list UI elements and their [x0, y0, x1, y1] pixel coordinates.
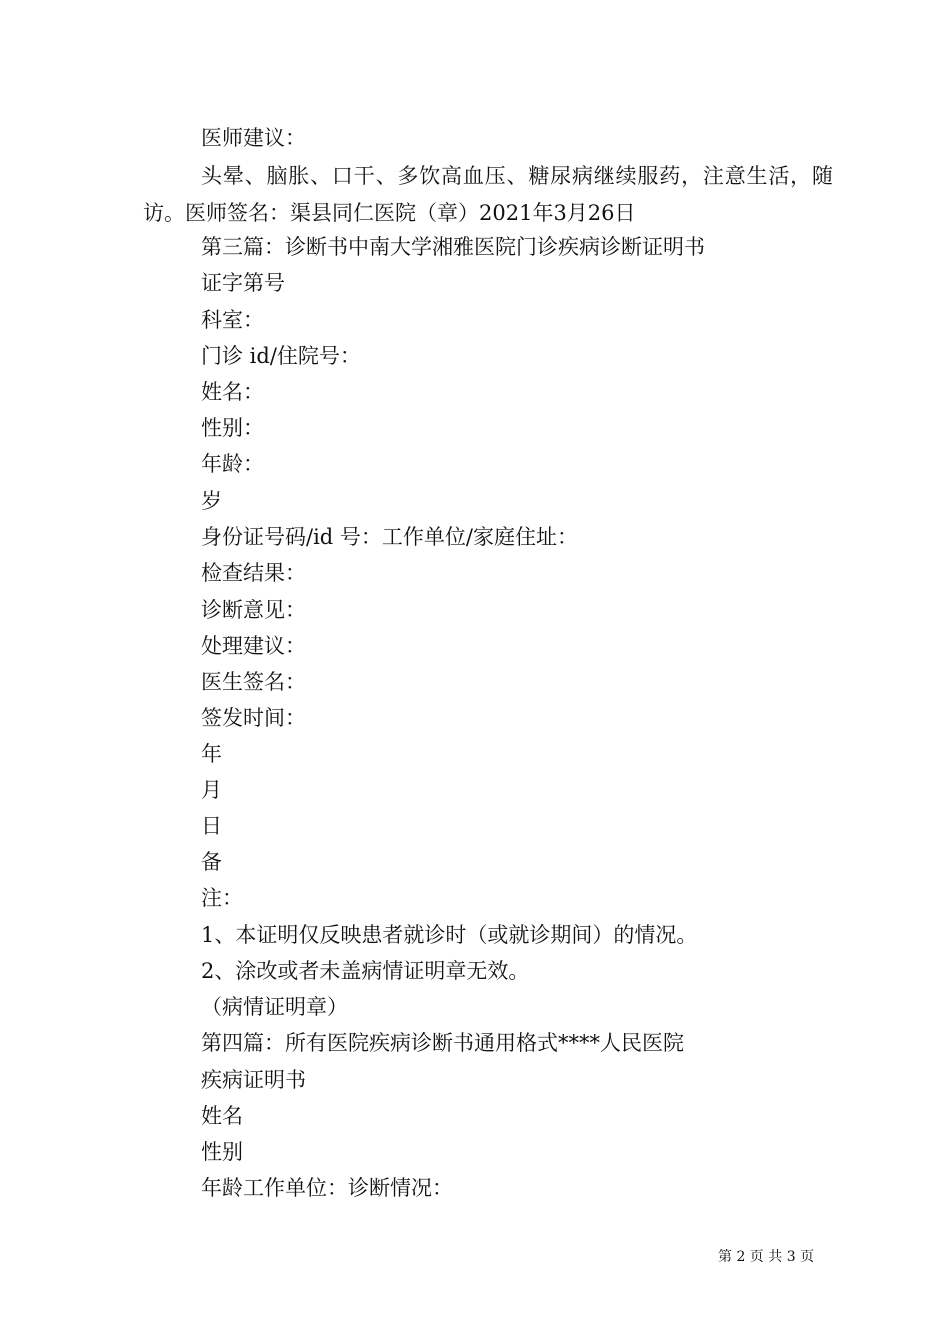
advice-paragraph: 头晕、脑胀、口干、多饮高血压、糖尿病继续服药，注意生活，随访。医师签名：渠县同仁医院（章）2021年3月26日	[143, 164, 833, 225]
name-field-line: 姓名	[201, 1104, 243, 1128]
remark-line-2: 注：	[201, 886, 243, 910]
gender-line: 性别：	[201, 416, 264, 440]
certificate-number-line: 证字第号	[201, 271, 285, 295]
department-line: 科室：	[201, 308, 264, 332]
note-1: 1、本证明仅反映患者就诊时（或就诊期间）的情况。	[201, 923, 698, 947]
advice-paragraph-block	[143, 158, 833, 232]
remark-line-1: 备	[201, 850, 222, 874]
outpatient-id-line: 门诊 id/住院号：	[201, 344, 361, 368]
name-line: 姓名：	[201, 380, 264, 404]
diagnosis-opinion-line: 诊断意见：	[201, 598, 306, 622]
age-work-diagnosis-line: 年龄工作单位：诊断情况：	[201, 1176, 453, 1200]
exam-result-line: 检查结果：	[201, 561, 306, 585]
section-three-title: 第三篇：诊断书中南大学湘雅医院门诊疾病诊断证明书	[201, 235, 705, 259]
note-2: 2、涂改或者未盖病情证明章无效。	[201, 959, 530, 983]
gender-field-line: 性别	[201, 1140, 243, 1164]
disease-certificate-title: 疾病证明书	[201, 1068, 306, 1092]
seal-label: （病情证明章）	[201, 995, 348, 1019]
section-four-title: 第四篇：所有医院疾病诊断书通用格式****人民医院	[201, 1031, 684, 1055]
treatment-advice-line: 处理建议：	[201, 634, 306, 658]
age-unit-line: 岁	[201, 489, 222, 513]
doctor-advice-heading: 医师建议：	[201, 126, 306, 150]
year-line: 年	[201, 742, 222, 766]
month-line: 月	[201, 778, 222, 802]
age-line: 年龄：	[201, 452, 264, 476]
issue-time-line: 签发时间：	[201, 706, 306, 730]
doctor-signature-line: 医生签名：	[201, 670, 306, 694]
day-line: 日	[201, 814, 222, 838]
page-number-footer: 第 2 页 共 3 页	[718, 1249, 815, 1265]
id-address-line: 身份证号码/id 号：工作单位/家庭住址：	[201, 525, 578, 549]
